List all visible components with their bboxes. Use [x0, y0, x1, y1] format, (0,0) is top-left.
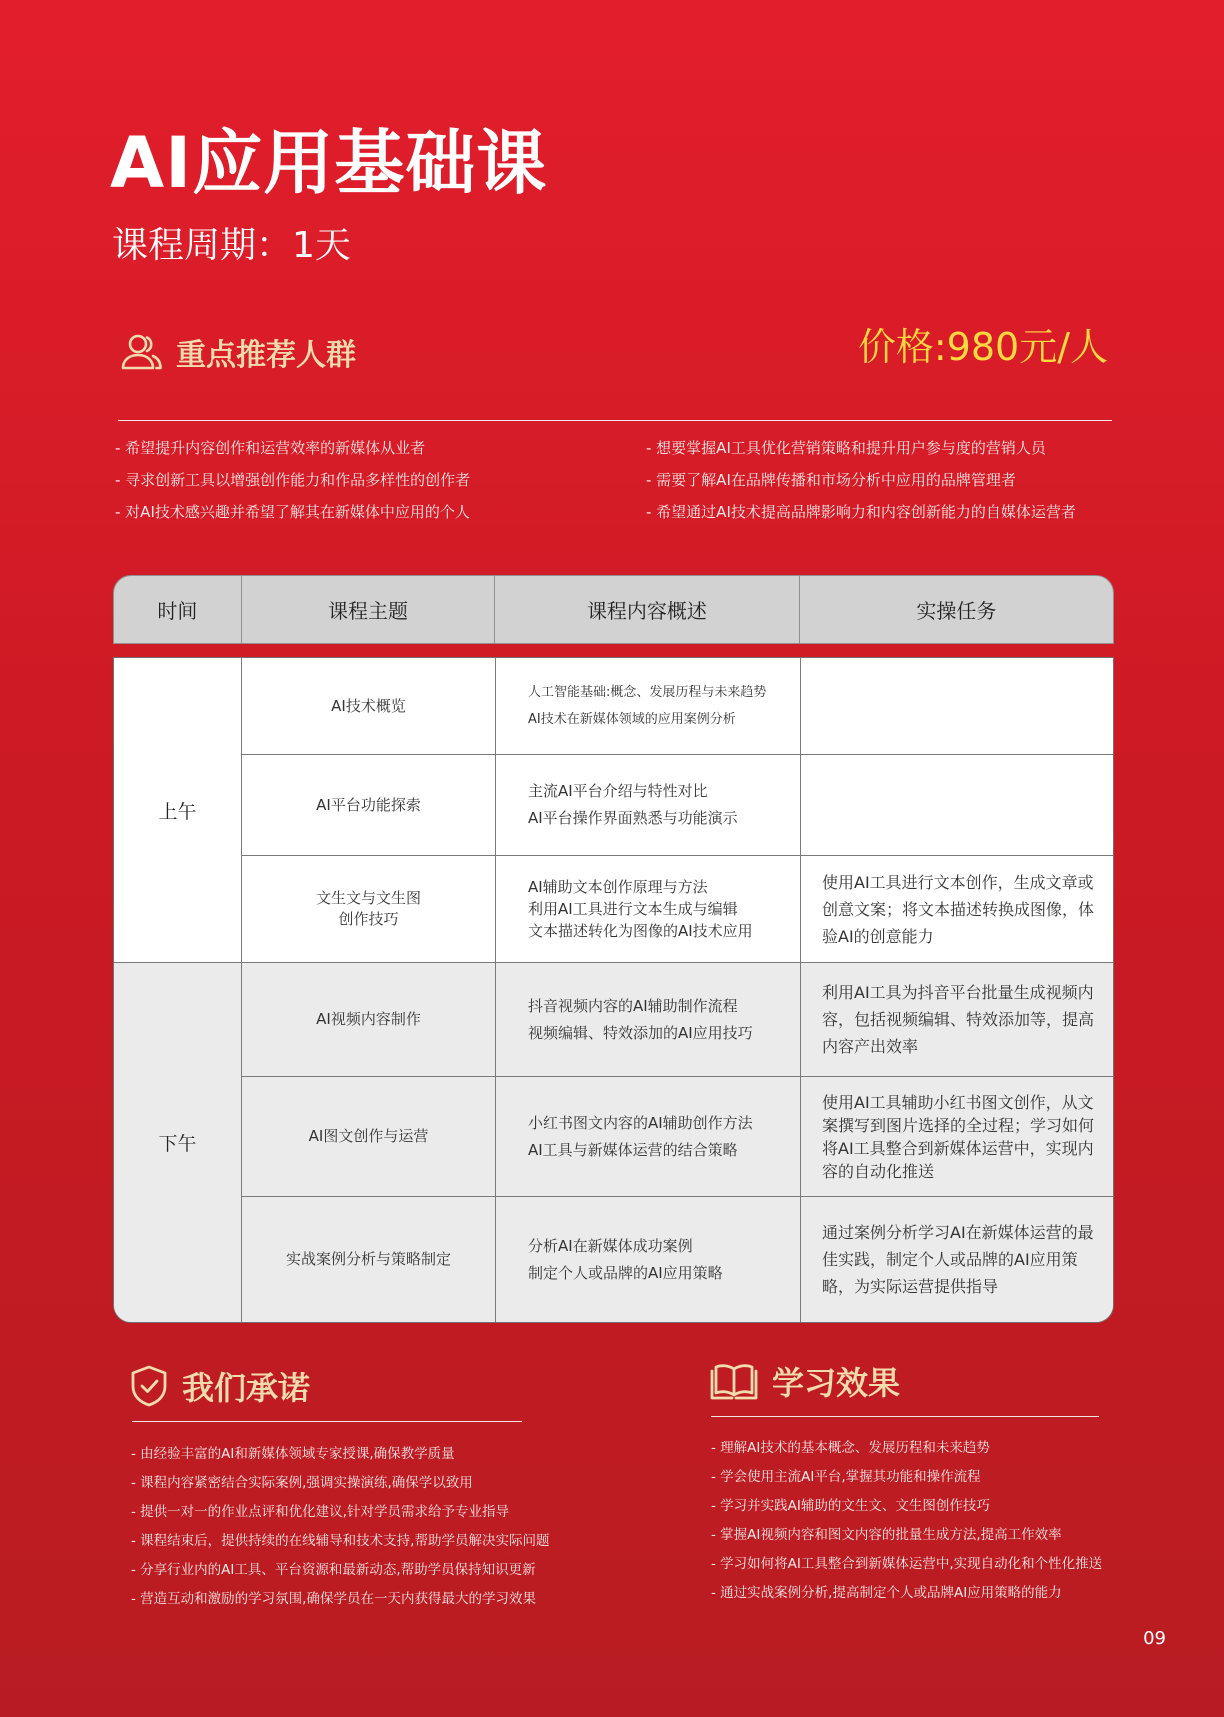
topic-cell	[242, 963, 496, 1076]
page-title: AI应用基础课	[110, 122, 548, 204]
list-item: - 营造互动和激励的学习氛围,确保学员在一天内获得最大的学习效果	[131, 1591, 536, 1607]
open-book-icon	[710, 1361, 758, 1401]
topic-text: AI平台功能探索	[316, 795, 421, 814]
topic-text: AI图文创作与运营	[308, 1127, 429, 1145]
topic-text: AI视频内容制作	[316, 1010, 421, 1028]
list-item: - 通过实战案例分析,提高制定个人或品牌AI应用策略的能力	[711, 1585, 1062, 1601]
schedule-table-body	[113, 657, 1114, 1323]
content-line: 抖音视频内容的AI辅助制作流程	[528, 996, 738, 1015]
list-item: - 想要掌握AI工具优化营销策略和提升用户参与度的营销人员	[646, 439, 1046, 457]
content-cell	[496, 755, 801, 855]
list-item: - 寻求创新工具以增强创作能力和作品多样性的创作者	[115, 471, 471, 489]
task-cell: 使用AI工具辅助小红书图文创作，从文案撰写到图片选择的全过程；学习如何将AI工具整合到新媒体运营中，实现内容的自动化推送	[822, 1092, 1095, 1181]
list-item: - 学习如何将AI工具整合到新媒体运营中,实现自动化和个性化推送	[711, 1556, 1103, 1572]
audience-heading	[120, 330, 356, 374]
topic-text: 实战案例分析与策略制定	[285, 1250, 451, 1268]
content-line: AI辅助文本创作原理与方法	[528, 878, 708, 896]
people-icon	[120, 332, 164, 372]
table-row	[242, 1076, 1113, 1196]
table-row	[242, 962, 1113, 1076]
course-duration: 课程周期：1天	[112, 225, 351, 266]
header-task: 实操任务	[916, 599, 997, 623]
content-cell	[496, 1077, 801, 1196]
task-cell: 使用AI工具进行文本创作，生成文章或创意文案；将文本描述转换成图像，体验AI的创意能力	[822, 872, 1095, 946]
list-item: - 提供一对一的作业点评和优化建议,针对学员需求给予专业指导	[131, 1504, 509, 1520]
content-line: 视频编辑、特效添加的AI应用技巧	[528, 1023, 753, 1042]
list-item: - 掌握AI视频内容和图文内容的批量生成方法,提高工作效率	[711, 1527, 1062, 1543]
task-cell	[801, 755, 1113, 855]
list-item: - 课程内容紧密结合实际案例,强调实操演练,确保学以致用	[131, 1475, 473, 1491]
content-line: AI技术在新媒体领域的应用案例分析	[528, 712, 736, 727]
task-cell: 利用AI工具为抖音平台批量生成视频内容，包括视频编辑、特效添加等，提高内容产出效率	[822, 983, 1095, 1056]
list-item: - 由经验丰富的AI和新媒体领域专家授课,确保教学质量	[131, 1446, 455, 1462]
list-item: - 分享行业内的AI工具、平台资源和最新动态,帮助学员保持知识更新	[131, 1562, 536, 1578]
content-line: 利用AI工具进行文本生成与编辑	[528, 900, 738, 918]
list-item: - 希望通过AI技术提高品牌影响力和内容创新能力的自媒体运营者	[646, 503, 1076, 521]
table-row	[242, 1196, 1113, 1322]
audience-divider	[118, 420, 1112, 421]
content-cell	[496, 658, 801, 754]
promise-divider	[132, 1421, 522, 1422]
audience-list-left	[115, 432, 470, 528]
list-item: - 课程结束后，提供持续的在线辅导和技术支持,帮助学员解决实际问题	[131, 1533, 550, 1549]
content-cell	[496, 856, 801, 962]
task-cell: 通过案例分析学习AI在新媒体运营的最佳实践，制定个人或品牌的AI应用策略，为实际运营提供指导	[822, 1223, 1094, 1296]
course-price: 价格:980元/人	[857, 325, 1108, 369]
topic-text: AI技术概览	[331, 696, 406, 715]
topic-cell	[242, 755, 496, 855]
content-line: 人工智能基础:概念、发展历程与未来趋势	[528, 685, 767, 700]
topic-cell	[242, 658, 496, 754]
list-item: - 学会使用主流AI平台,掌握其功能和操作流程	[711, 1469, 981, 1485]
table-row	[242, 855, 1113, 962]
topic-cell	[242, 856, 496, 962]
effect-list	[711, 1434, 1102, 1608]
list-item: - 希望提升内容创作和运营效率的新媒体从业者	[115, 439, 426, 457]
table-row	[242, 754, 1113, 855]
period-morning	[114, 658, 1113, 962]
table-row	[242, 658, 1113, 754]
content-cell	[496, 1197, 801, 1322]
task-cell	[801, 658, 1113, 754]
shield-check-icon	[130, 1364, 168, 1408]
header-content: 课程内容概述	[495, 576, 799, 643]
content-line: 文本描述转化为图像的AI技术应用	[528, 922, 753, 940]
audience-list-right	[646, 432, 1076, 528]
list-item: - 理解AI技术的基本概念、发展历程和未来趋势	[711, 1440, 990, 1456]
topic-cell	[242, 1197, 496, 1322]
period-afternoon	[114, 962, 1113, 1322]
period-label: 上午	[114, 658, 242, 962]
period-label: 下午	[114, 962, 242, 1322]
effect-heading	[710, 1358, 900, 1404]
promise-list	[131, 1440, 549, 1614]
content-line: 分析AI在新媒体成功案例	[528, 1236, 693, 1255]
content-cell	[496, 963, 801, 1076]
header-topic: 课程主题	[242, 576, 496, 643]
page-number: 09	[1143, 1628, 1166, 1649]
effect-divider	[711, 1416, 1099, 1417]
list-item: - 学习并实践AI辅助的文生文、文生图创作技巧	[711, 1498, 990, 1514]
topic-text: 创作技巧	[338, 910, 399, 928]
audience-heading-label: 重点推荐人群	[176, 338, 356, 373]
topic-cell	[242, 1077, 496, 1196]
content-line: 小红书图文内容的AI辅助创作方法	[528, 1113, 753, 1132]
effect-heading-label: 学习效果	[772, 1364, 901, 1402]
schedule-table-header	[113, 575, 1114, 644]
content-line: AI平台操作界面熟悉与功能演示	[528, 809, 738, 827]
list-item: - 需要了解AI在品牌传播和市场分析中应用的品牌管理者	[646, 471, 1016, 489]
header-time: 时间	[114, 576, 242, 643]
promise-heading-label: 我们承诺	[182, 1369, 311, 1407]
list-item: - 对AI技术感兴趣并希望了解其在新媒体中应用的个人	[115, 503, 470, 521]
content-line: 制定个人或品牌的AI应用策略	[528, 1263, 723, 1282]
content-line: 主流AI平台介绍与特性对比	[528, 782, 708, 800]
topic-text: 文生文与文生图	[315, 889, 421, 907]
content-line: AI工具与新媒体运营的结合策略	[528, 1140, 738, 1159]
promise-heading	[130, 1363, 310, 1409]
